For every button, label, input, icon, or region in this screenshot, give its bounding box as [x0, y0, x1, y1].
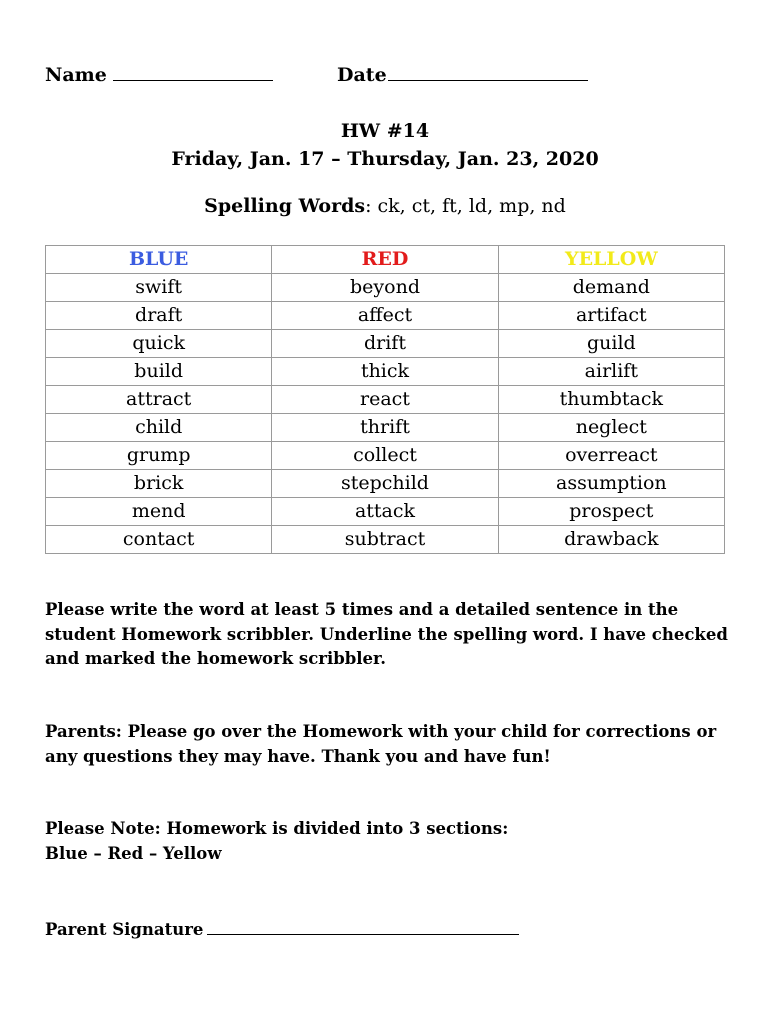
date-blank-line[interactable]	[388, 62, 588, 81]
word-cell-red: drift	[272, 330, 498, 358]
note-line-1: Please Note: Homework is divided into 3 sections:	[45, 819, 509, 838]
word-cell-red: subtract	[272, 526, 498, 554]
table-row	[46, 414, 725, 442]
column-header-blue: BLUE	[46, 246, 272, 274]
word-cell-blue: contact	[46, 526, 272, 554]
header-row	[45, 62, 745, 88]
table-row	[46, 302, 725, 330]
word-cell-yellow: artifact	[498, 302, 724, 330]
date-field	[337, 62, 588, 86]
name-blank-line[interactable]	[113, 62, 273, 81]
parent-signature-label: Parent Signature	[45, 920, 204, 939]
note-paragraph	[45, 817, 735, 866]
table-row	[46, 442, 725, 470]
word-cell-red: react	[272, 386, 498, 414]
word-cell-yellow: assumption	[498, 470, 724, 498]
word-cell-red: attack	[272, 498, 498, 526]
word-cell-blue: mend	[46, 498, 272, 526]
word-cell-yellow: thumbtack	[498, 386, 724, 414]
parents-paragraph: Parents: Please go over the Homework with your child for corrections or any questions they may have. Thank you and have fun!	[45, 722, 717, 766]
parent-signature-line[interactable]	[207, 920, 519, 935]
homework-title	[0, 117, 770, 173]
word-cell-yellow: guild	[498, 330, 724, 358]
table-row	[46, 498, 725, 526]
word-cell-blue: child	[46, 414, 272, 442]
word-rows	[46, 274, 725, 554]
word-cell-blue: swift	[46, 274, 272, 302]
homework-date-range: Friday, Jan. 17 – Thursday, Jan. 23, 2020	[171, 148, 599, 170]
word-cell-blue: attract	[46, 386, 272, 414]
word-cell-red: thick	[272, 358, 498, 386]
table-row	[46, 330, 725, 358]
parent-signature-field	[45, 920, 519, 939]
table-row	[46, 274, 725, 302]
word-cell-red: affect	[272, 302, 498, 330]
word-cell-yellow: drawback	[498, 526, 724, 554]
word-cell-yellow: neglect	[498, 414, 724, 442]
word-cell-red: beyond	[272, 274, 498, 302]
name-field	[45, 62, 273, 86]
column-header-red: RED	[272, 246, 498, 274]
homework-number: HW #14	[340, 120, 430, 142]
table-row	[46, 470, 725, 498]
spelling-patterns: : ck, ct, ft, ld, mp, nd	[365, 195, 566, 217]
instructions-paragraph: Please write the word at least 5 times and a detailed sentence in the student Homework scribbler. Underline the spelling word. I have checked and marked the homework scribbler.	[45, 600, 728, 668]
word-cell-yellow: prospect	[498, 498, 724, 526]
spelling-word-table	[45, 245, 725, 554]
word-cell-yellow: airlift	[498, 358, 724, 386]
date-label: Date	[337, 64, 387, 86]
column-header-yellow: YELLOW	[498, 246, 724, 274]
word-cell-blue: build	[46, 358, 272, 386]
word-cell-blue: quick	[46, 330, 272, 358]
table-row	[46, 386, 725, 414]
table-row	[46, 358, 725, 386]
note-line-2: Blue – Red – Yellow	[45, 843, 222, 863]
spelling-words-label: Spelling Words	[204, 195, 366, 217]
name-label: Name	[45, 64, 107, 86]
word-cell-blue: grump	[46, 442, 272, 470]
spelling-words-line	[0, 193, 770, 219]
word-cell-red: thrift	[272, 414, 498, 442]
word-cell-yellow: overreact	[498, 442, 724, 470]
word-cell-red: stepchild	[272, 470, 498, 498]
word-cell-red: collect	[272, 442, 498, 470]
word-cell-yellow: demand	[498, 274, 724, 302]
word-cell-blue: draft	[46, 302, 272, 330]
word-cell-blue: brick	[46, 470, 272, 498]
table-header-row	[46, 246, 725, 274]
table-row	[46, 526, 725, 554]
